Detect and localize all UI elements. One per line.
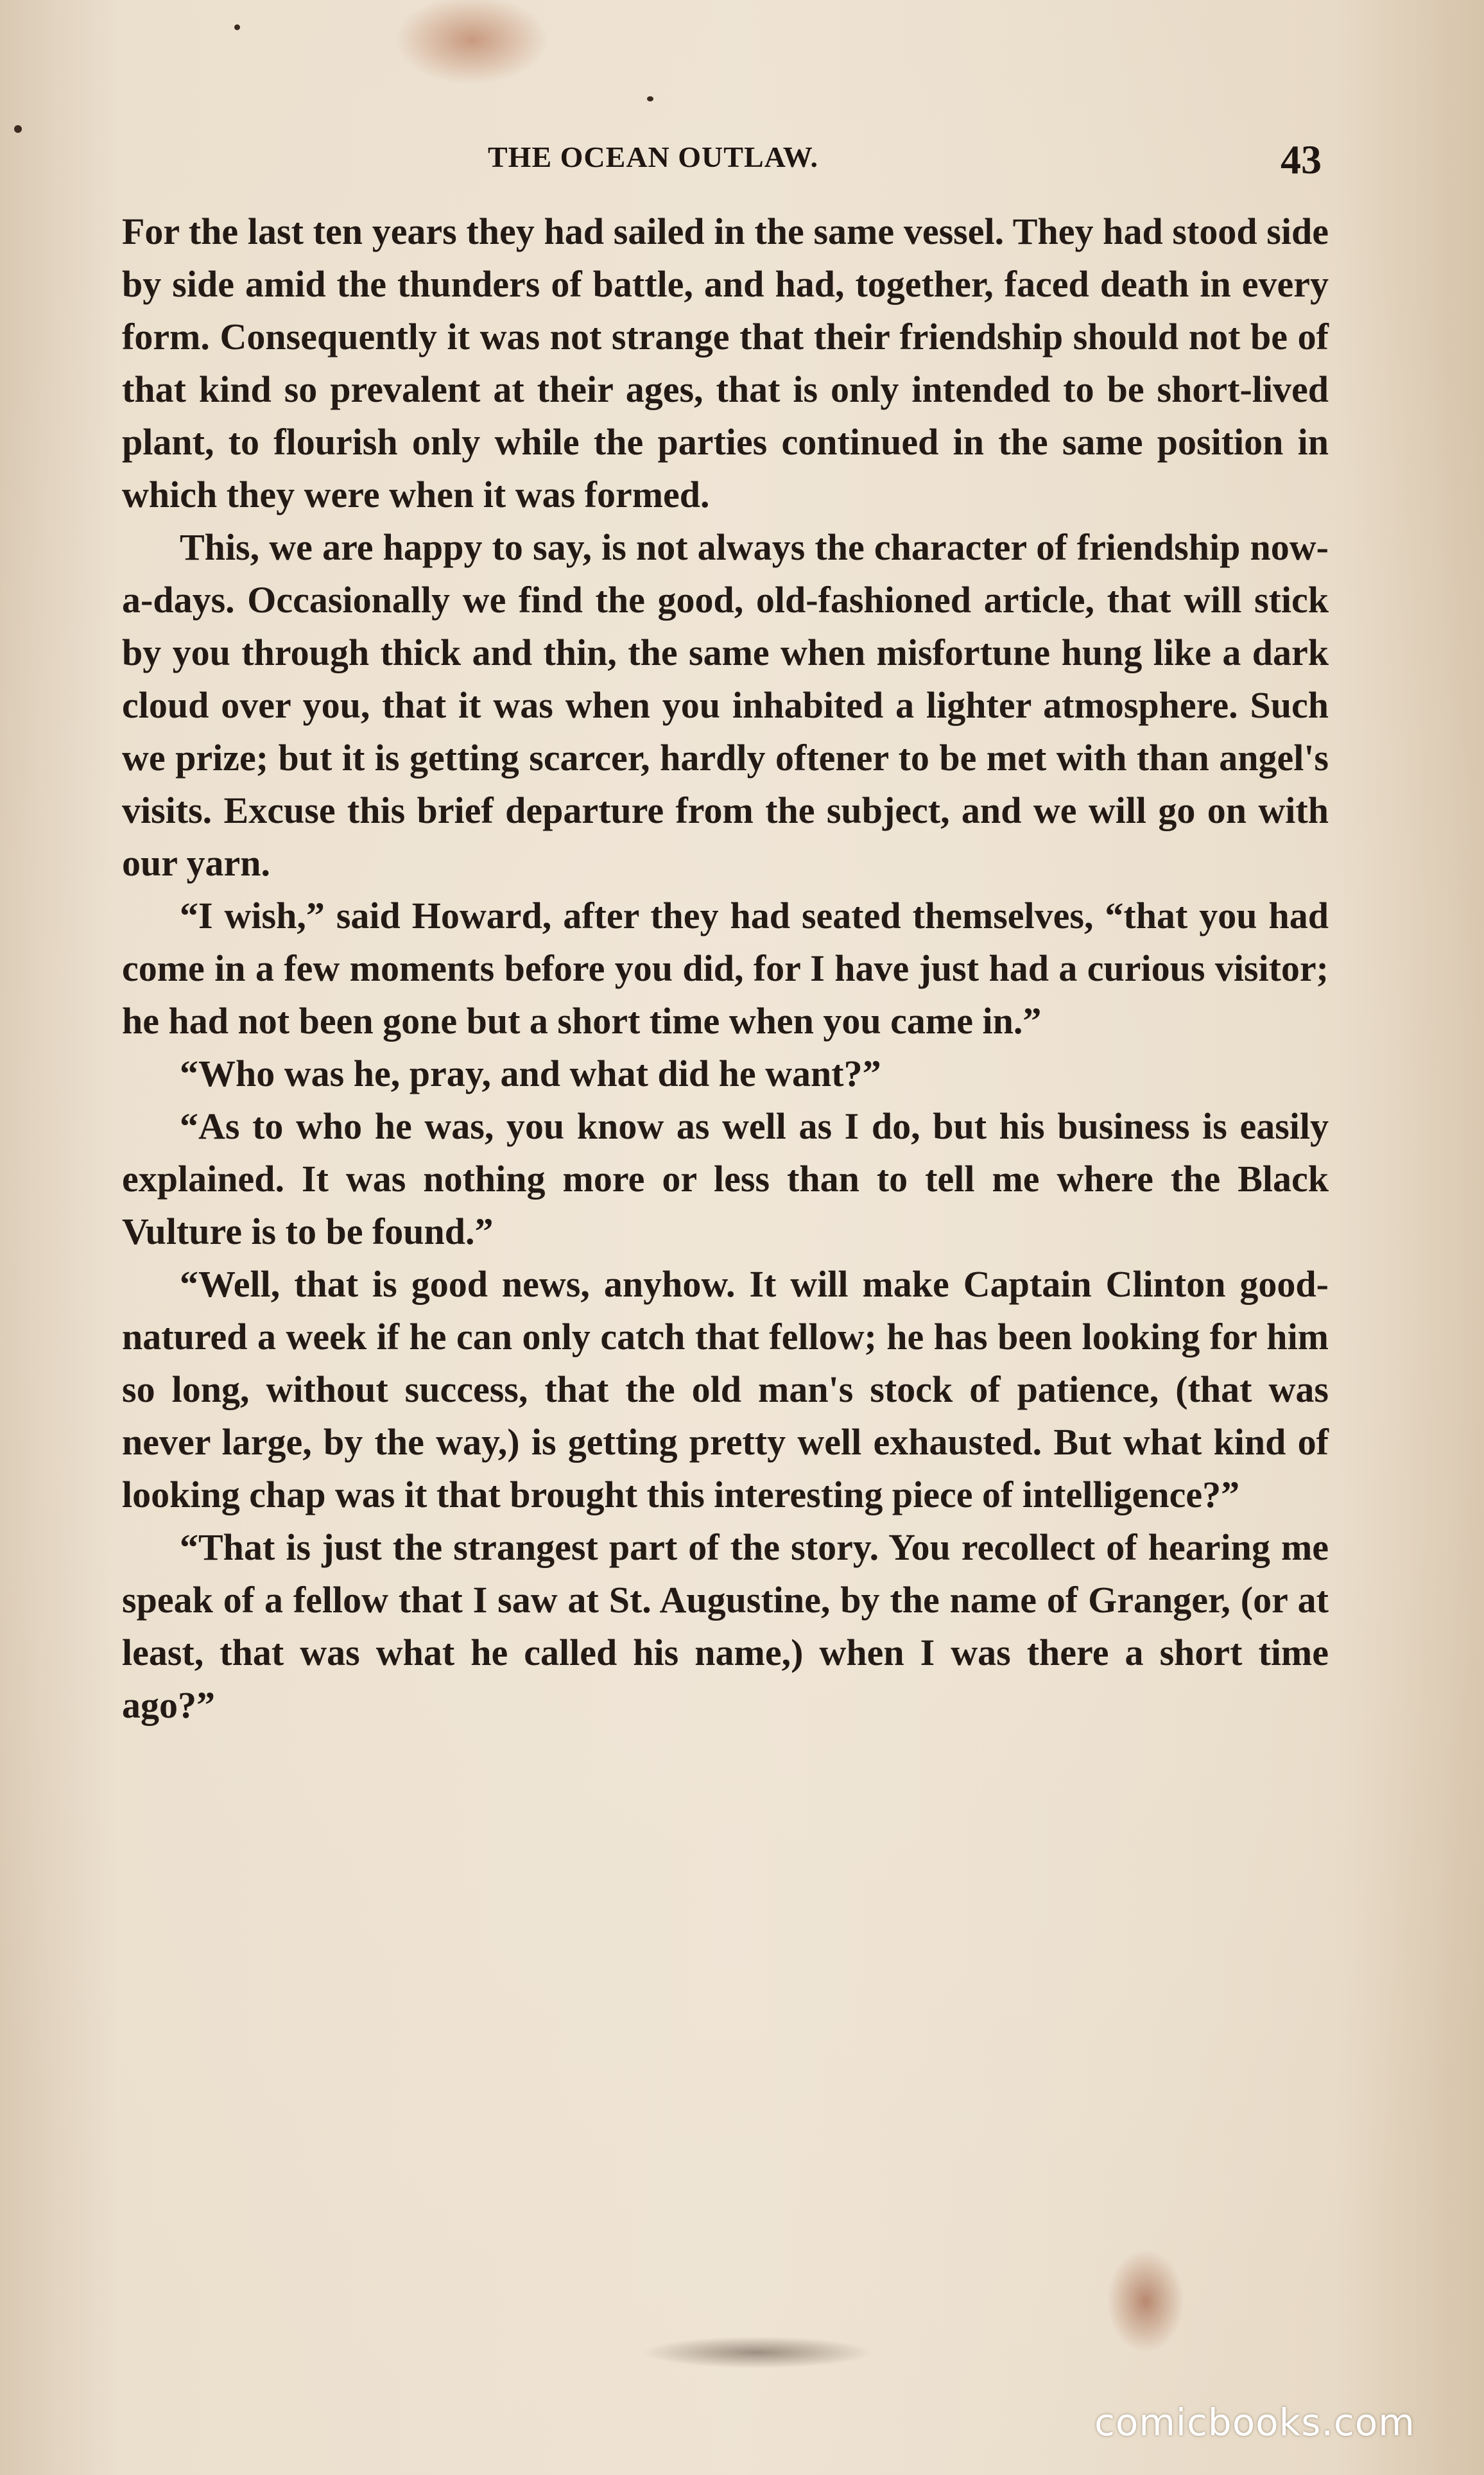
ink-smudge [642, 2336, 873, 2368]
ink-speck [234, 24, 240, 30]
paragraph: “Who was he, pray, and what did he want?” [180, 1053, 881, 1094]
body-text [122, 205, 1329, 1732]
paragraph: “That is just the strangest part of the story. You recollect of hearing me speak of a fellow that I saw at St. Augustine, by the name of Granger, (or at least, that was what he called his name,) when I was there a short time ago?” [122, 1526, 1329, 1726]
page-number: 43 [1281, 137, 1322, 182]
watermark: comicbooks.com [1094, 2401, 1415, 2444]
ink-speck [647, 96, 653, 101]
paragraph: “Well, that is good news, anyhow. It will make Captain Clinton good-natured a week if he can only catch that fellow; he has been looking for him so long, without success, that the old man's stock of patience, (that was never large, by the way,) is getting pretty well exhausted. But what kind of looking chap was it that brought this interesting piece of intelligence?” [122, 1263, 1329, 1515]
paragraph: “As to who he was, you know as well as I do, but his business is easily explained. It was nothing more or less than to tell me where the Black Vulture is to be found.” [122, 1105, 1329, 1252]
ink-speck [14, 125, 22, 133]
paragraph: “I wish,” said Howard, after they had seated themselves, “that you had come in a few moments before you did, for I have just had a curious visitor; he had not been gone but a short time when you came in.” [122, 895, 1329, 1042]
running-title: THE OCEAN OUTLAW. [488, 141, 819, 173]
running-head [0, 137, 1484, 182]
paragraph: For the last ten years they had sailed in the same vessel. They had stood side by side amid the thunders of battle, and had, together, faced death in every form. Consequently it was not strange that their friendship should not be of that kind so prevalent at their ages, that is only intended to be short-lived plant, to flourish only while the parties continued in the same position in which they were when it was formed. [122, 211, 1329, 515]
paragraph: This, we are happy to say, is not always the character of friendship now-a-days. Occasionally we find the good, old-fashioned article, that will stick by you through thick and thin, the same when misfortune hung like a dark cloud over you, that it was when you inhabited a lighter atmosphere. Such we prize; but it is getting scarcer, hardly oftener to be met with than angel's visits. Excuse this brief departure from the subject, and we will go on with our yarn. [122, 526, 1329, 884]
